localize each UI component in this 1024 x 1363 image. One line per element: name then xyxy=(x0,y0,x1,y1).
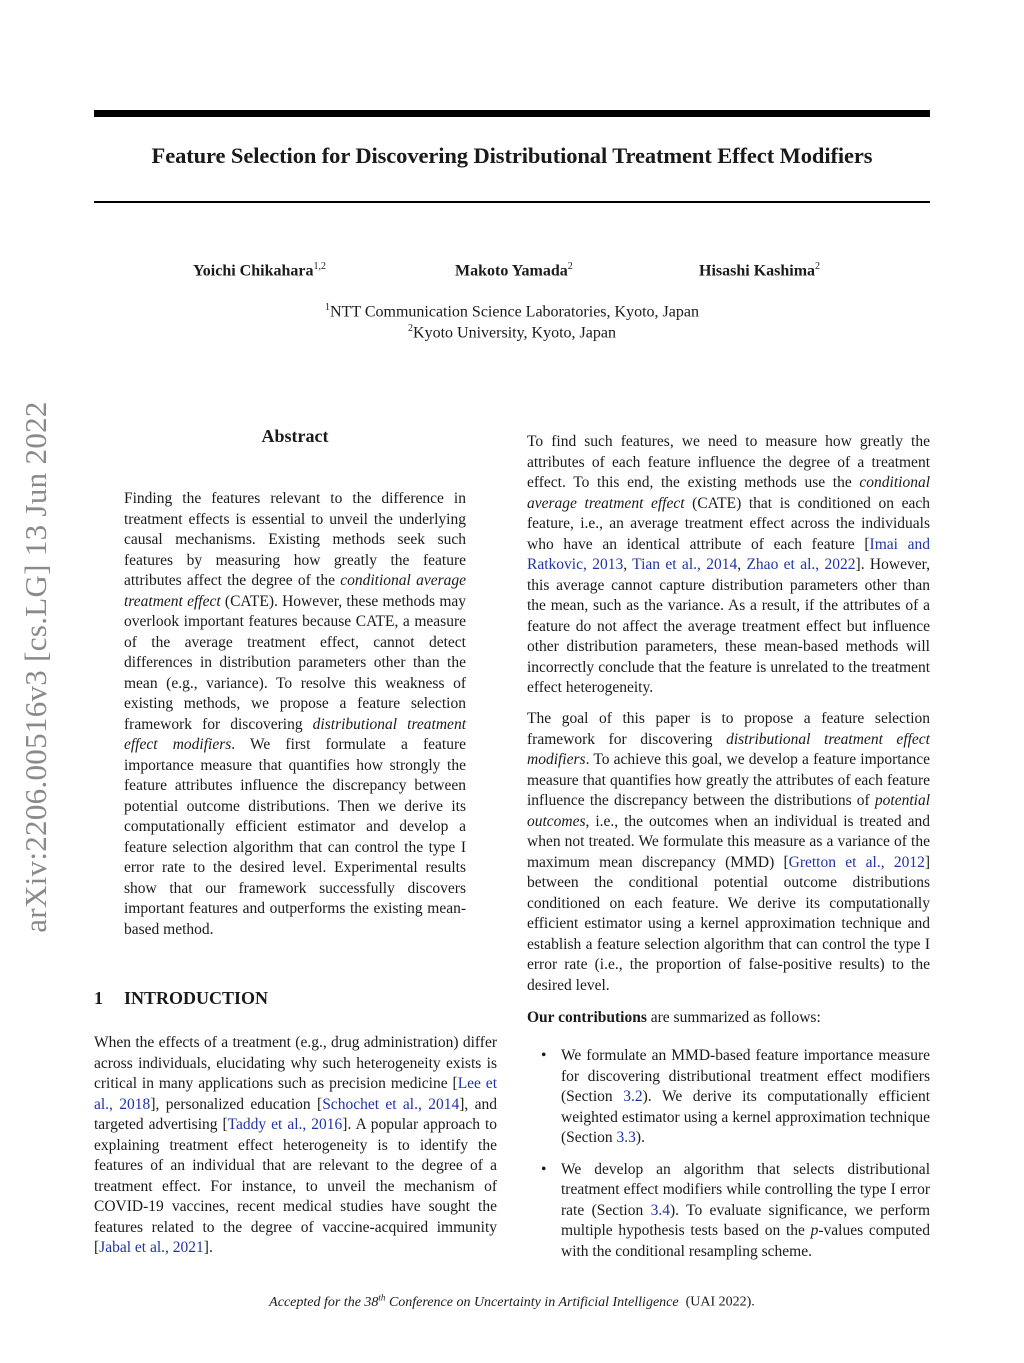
affiliation-2: $^2$Kyoto University, Kyoto, Japan xyxy=(408,323,616,342)
citation-link[interactable]: Zhao et al., 2022 xyxy=(746,556,856,573)
bullet-icon: • xyxy=(541,1047,547,1064)
intro-paragraph-1: When the effects of a treatment (e.g., drug administration) differ across individuals, elucidating why such heterogeneity exists is critical in many applications such as precision medicine [Lee et al., 2018], personalized education [Schochet et al., 2014], and targeted advertising [Taddy et al., 2016]. A popular approach to explaining treatment effect heterogeneity is to identify the features of an individual that are relevant to the degree of a treatment effect. For instance, to unveil the mechanism of COVID-19 vaccines, recent medical studies have sought the features related to the degree of vaccine-acquired immunity [Jabal et al., 2021]. xyxy=(94,1034,498,1256)
intro-paragraph-3: The goal of this paper is to propose a feature selection framework for discovering distributional treatment effect modifiers. To achieve this goal, we develop a feature importance measure that quantifies how greatly the attributes of each feature influence the discrepancy between the distributions of potential outcomes, i.e., the outcomes when an individual is treated and when not treated. We formulate this measure as a variance of the maximum mean discrepancy (MMD) [Gretton et al., 2012] between the conditional potential outcome distributions conditioned on each feature. We derive its computationally efficient estimator using a kernel approximation technique and establish a feature selection algorithm that can control the type I error rate (i.e., the proportion of false-positive results) to the desired level. xyxy=(527,710,930,994)
intro-paragraph-2: To find such features, we need to measure how greatly the attributes of each feature influence the degree of a treatment effect. To this end, the existing methods use the conditional average treatment effect (CATE) that is conditioned on each feature, i.e., an average treatment effect across the individuals who have an identical attribute of each feature [Imai and Ratkovic, 2013, Tian et al., 2014, Zhao et al., 2022]. However, this average cannot capture distribution parameters other than the mean, such as the variance. As a result, if the attributes of a feature do not affect the average treatment effect but influence other distribution parameters, these mean-based methods will incorrectly conclude that the feature is unrelated to the treatment effect heterogeneity. xyxy=(527,433,930,696)
citation-link[interactable]: Lee et al., 2018 xyxy=(94,1075,497,1113)
arxiv-stamp: arXiv:2206.00516v3 [cs.LG] 13 Jun 2022 xyxy=(18,401,53,933)
bullet-icon: • xyxy=(541,1160,547,1178)
abstract-heading: Abstract xyxy=(261,426,329,446)
citation-link[interactable]: Imai and Ratkovic, 2013 xyxy=(527,535,930,573)
contributions-list xyxy=(527,1046,930,1273)
list-item: • We develop an algorithm that selects distributional treatment effect modifiers while controlling the type I error rate (Section 3.4). To evaluate significance, we perform multiple hypothesis tests based on the p-values computed with the conditional resampling scheme. xyxy=(541,1160,930,1260)
contributions-lead: Our contributions are summarized as follows: xyxy=(527,1009,821,1026)
citation-link[interactable]: Schochet et al., 2014 xyxy=(322,1095,460,1113)
citation-link[interactable]: Tian et al., 2014 xyxy=(632,556,738,573)
list-item: • We formulate an MMD-based feature importance measure for discovering distributional treatment effect modifiers (Section 3.2). We derive its computationally efficient weighted estimator using a kernel approximation technique (Section 3.3). xyxy=(541,1047,931,1146)
paper-title: Feature Selection for Discovering Distributional Treatment Effect Modifiers xyxy=(151,143,873,168)
citation-link[interactable]: Jabal et al., 2021 xyxy=(99,1239,204,1256)
author-3: Hisashi Kashima$^2$ xyxy=(699,261,821,280)
author-2: Makoto Yamada$^2$ xyxy=(455,261,573,280)
affiliation-1: $^1$NTT Communication Science Laboratories, Kyoto, Japan xyxy=(325,302,699,321)
top-rule xyxy=(94,110,930,117)
page-footer: Accepted for the 38th Conference on Uncertainty in Artificial Intelligence (UAI 2022). xyxy=(269,1292,755,1310)
section-ref-link[interactable]: 3.4 xyxy=(650,1201,670,1219)
abstract-body: Finding the features relevant to the difference in treatment effects is essential to unveil the underlying causal mechanisms. Existing methods seek such features by measuring how greatly the feature attributes affect the degree of the conditional average treatment effect (CATE). However, these methods may overlook important features because CATE, a measure of the average treatment effect, cannot detect differences in distribution parameters other than the mean (e.g., variance). To resolve this weakness of existing methods, we propose a feature selection framework for discovering distributional treatment effect modifiers. We first formulate a feature importance measure that quantifies how strongly the feature attributes influence the discrepancy between potential outcome distributions. Then we derive its computationally efficient estimator and develop a feature selection algorithm that can control the type I error rate to the desired level. Experimental results show that our framework successfully discovers important features and outperforms the existing mean-based method. xyxy=(124,490,467,938)
section-ref-link[interactable]: 3.2 xyxy=(623,1088,643,1105)
title-rule xyxy=(94,201,930,203)
citation-link[interactable]: Taddy et al., 2016 xyxy=(227,1116,343,1133)
section-heading: 1 INTRODUCTION xyxy=(94,988,269,1008)
author-1: Yoichi Chikahara$^{1,2}$ xyxy=(193,261,326,280)
citation-link[interactable]: Gretton et al., 2012 xyxy=(788,853,925,871)
section-ref-link[interactable]: 3.3 xyxy=(616,1129,636,1146)
